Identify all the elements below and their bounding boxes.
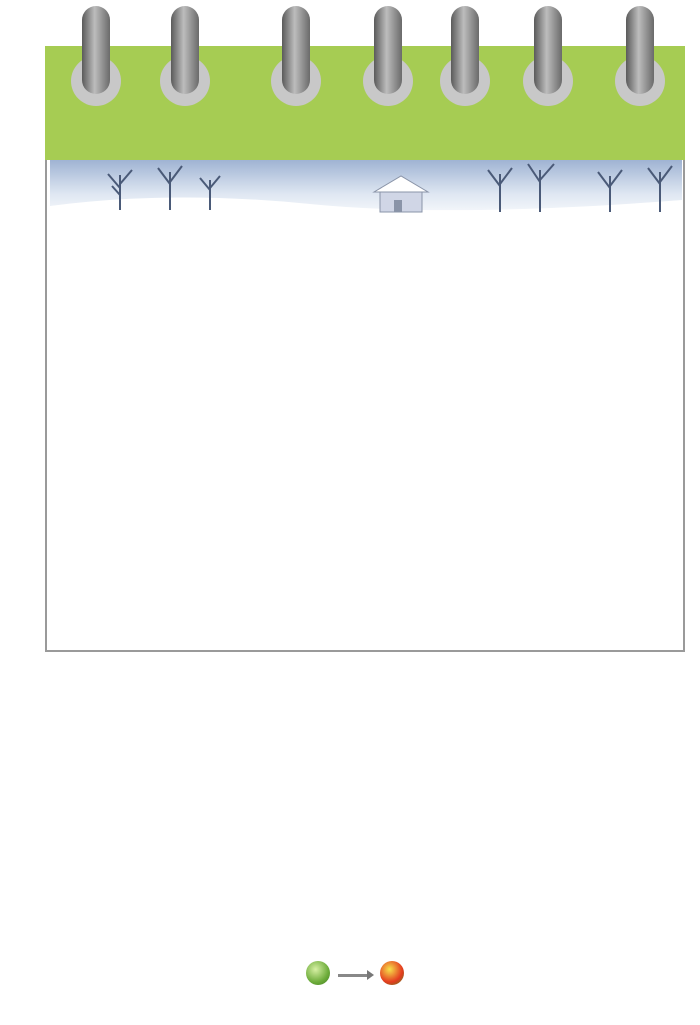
leaf-day-icon (306, 961, 330, 985)
binder-ring (626, 6, 654, 94)
binder-ring (282, 6, 310, 94)
binder-ring (82, 6, 110, 94)
winter-scene-image (50, 160, 682, 222)
binder-ring (534, 6, 562, 94)
binder-ring (374, 6, 402, 94)
calendar-header (45, 46, 685, 160)
binder-ring (451, 6, 479, 94)
fruit-day-icon (380, 961, 404, 985)
binder-ring (171, 6, 199, 94)
arrow-icon (338, 974, 368, 977)
